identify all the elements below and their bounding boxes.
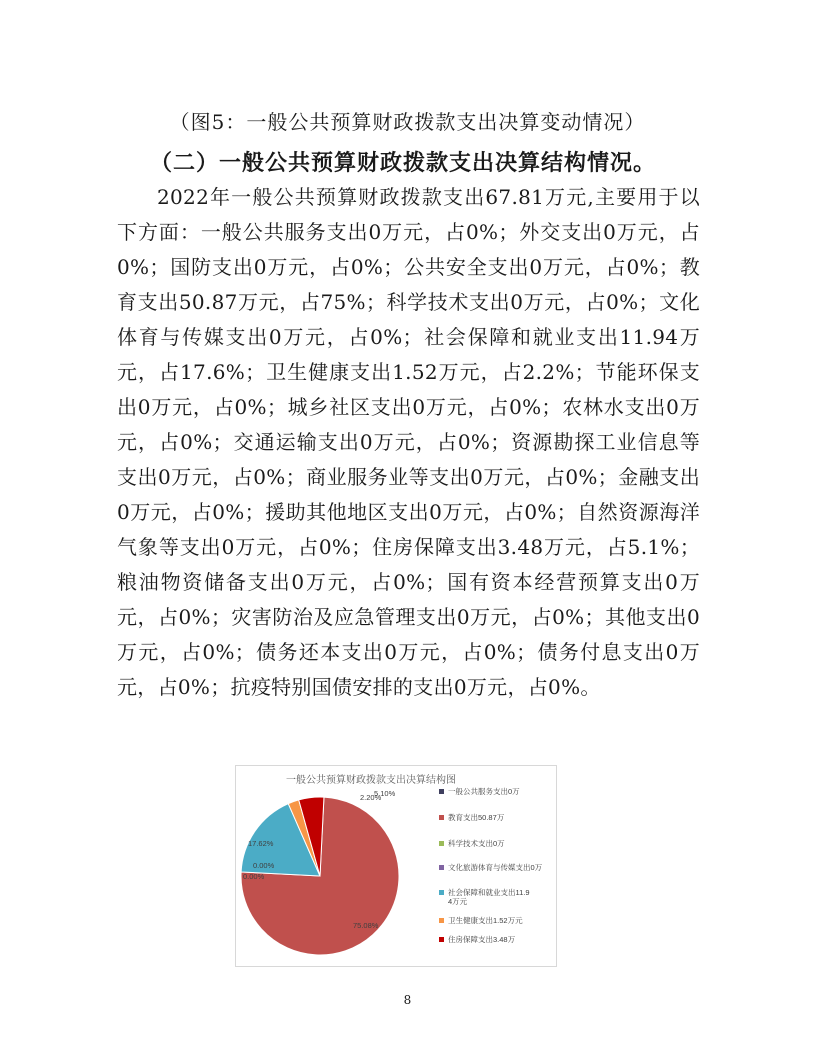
legend-swatch (439, 841, 444, 846)
page-number: 8 (403, 993, 412, 1007)
pie-data-label: 5.10% (374, 789, 396, 798)
pie-data-label: 75.08% (353, 921, 379, 930)
pie-data-label: 2.20% (360, 793, 382, 802)
pie-chart (235, 765, 557, 967)
legend-label: 教育支出50.87万 (448, 813, 505, 822)
chart-legend (439, 786, 543, 944)
legend-label: 科学技术支出0万 (448, 839, 505, 848)
legend-swatch (439, 918, 444, 923)
section-heading: （二）一般公共预算财政拨款支出决算结构情况。 (150, 150, 657, 176)
pie-slices (241, 797, 399, 955)
body-paragraph: 2022年一般公共预算财政拨款支出67.81万元,主要用于以下方面：一般公共服务支出0万元，占0%；外交支出0万元，占0%；国防支出0万元，占0%；公共安全支出0万元，占0%；教育支出50.87万元，占75%；科学技术支出0万元，占0%；文化体育与传媒支出0万元，占0%；社会保障和就业支出11.94万元，占17.6%；卫生健康支出1.52万元，占2.2%；节能环保支出0万元，占0%；城乡社区支出0万元，占0%；农林水支出0万元，占0%；交通运输支出0万元，占0%；资源勘探工业信息等支出0万元，占0%；商业服务业等支出0万元，占0%；金融支出0万元，占0%；援助其他地区支出0万元，占0%；自然资源海洋气象等支出0万元，占0%；住房保障支出3.48万元，占5.1%；粮油物资储备支出0万元，占0%；国有资本经营预算支出0万元，占0%；灾害防治及应急管理支出0万元，占0%；其他支出0万元，占0%；债务还本支出0万元，占0%；债务付息支出0万元，占0%；抗疫特别国债安排的支出0万元，占0%。 (117, 185, 700, 699)
legend-swatch (439, 815, 444, 820)
legend-label: 住房保障支出3.48万 (448, 935, 516, 944)
figure-caption: （图5：一般公共预算财政拨款支出决算变动情况） (169, 110, 646, 134)
legend-swatch (439, 937, 444, 942)
legend-label: 社会保障和就业支出11.9 4万元 (448, 888, 530, 906)
pie-data-label: 17.62% (248, 839, 274, 848)
legend-swatch (439, 789, 444, 794)
pie-data-label: 0.00% (243, 872, 265, 881)
legend-swatch (439, 890, 444, 895)
legend-swatch (439, 865, 444, 870)
pie-chart-svg (236, 766, 556, 966)
legend-label: 卫生健康支出1.52万元 (448, 916, 523, 925)
legend-label: 文化旅游体育与传媒支出0万 (448, 863, 543, 872)
legend-label: 一般公共服务支出0万 (448, 787, 520, 796)
chart-title: 一般公共预算财政拨款支出决算结构图 (286, 775, 456, 786)
pie-data-label: 0.00% (253, 861, 275, 870)
